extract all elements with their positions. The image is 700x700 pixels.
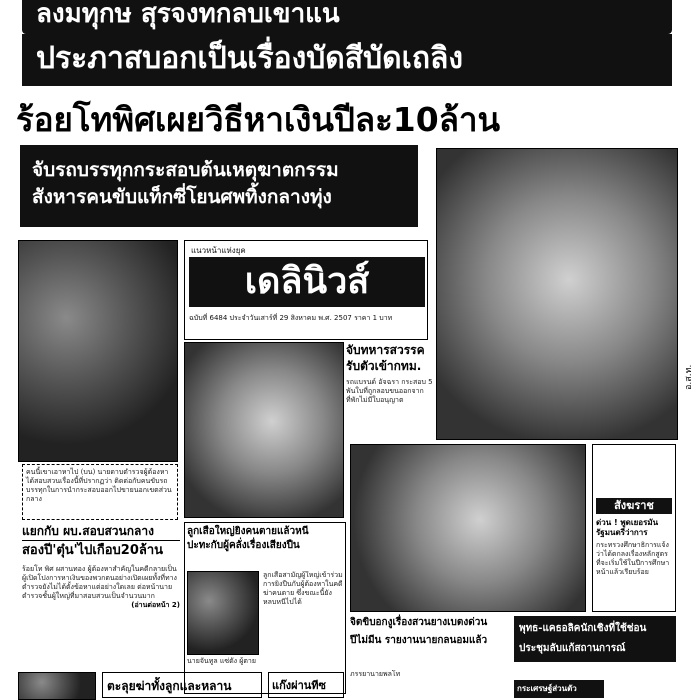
- headline-top-cut: ลงมทุกษ สุรจงทกลบเขาแน: [36, 0, 340, 29]
- masthead-tagline: แนวหน้าแห่งยุค: [191, 246, 246, 255]
- portrait-photo: [187, 571, 259, 655]
- story-bottom-right-headline-2: ประชุมลับแก้สถานการณ์: [519, 643, 626, 654]
- main-headline-text: ร้อยโทพิศเผยวิธีหาเงินปีละ10ล้าน: [16, 100, 501, 139]
- subhead-line2: สังหารคนขับแท็กซี่โยนศพทิ้งกลางทุ่ง: [32, 186, 332, 208]
- story-center-headline-1: ลูกเสือใหญ่ยิงคนตายแล้วหนี: [187, 526, 309, 537]
- portrait-caption: นายจันทูล แซ่ตั้ง ผู้ตาย: [187, 657, 256, 665]
- masthead: [184, 240, 428, 340]
- masthead-name: เดลินิวส์: [244, 261, 370, 302]
- story-right-box-body: กระทรวงศึกษาธิการแจ้งว่าได้ตกลงเรื่องหลักสูตรที่จะเริ่มใช้ในปีการศึกษาหน้าแล้วเรียบร้อย: [596, 541, 670, 576]
- story-left-body: ร้อยโท พิศ ผสานทอง ผู้ต้องหาสำคัญในคดีกลายเป็นผู้เปิดโปงการหาเงินของพวกตนอย่างเปิดเผยทั้งที่ทางตำรวจยังไม่ได้ตั้งข้อหาแต่อย่างใดเลย ต่อหน้านายตำรวจชั้นผู้ใหญ่ที่มาสอบสวนเป็นจำนวนมาก: [22, 565, 177, 600]
- story-mid-right-headline-1: จับทหารสวรรค: [346, 343, 425, 357]
- story-right-box: [592, 444, 676, 612]
- masthead-issue: ฉบับที่ 6484 ประจำวันเสาร์ที่ 29 สิงหาคม พ.ศ. 2507 ราคา 1 บาท: [189, 314, 393, 322]
- story-center: [184, 522, 346, 694]
- headline-line2-banner: [22, 34, 672, 86]
- story-mid-right-body: รถแบรนด์ อัจฉรา กระสอบ 5 พันใบที่ถูกลอบขนออกจากที่พักไม่มีใบอนุญาต: [346, 378, 433, 404]
- photo-caption-left: [22, 464, 178, 520]
- bottom-strip-right-1: ภรรยานายพลโท: [350, 670, 401, 678]
- bottom-strip-right-2: กระเศรษฐ์ส่วนตัว: [514, 680, 604, 698]
- story-right-box-title: ด่วน ! พูดเยอรมัน รัฐมนตรีว่าการ: [596, 518, 659, 537]
- story-bottom-right-headline-1: พุทธ-แคธอลิคนักเชิงที่ใช้ช่อน: [519, 623, 647, 634]
- side-stamp-text: อ.ส.ท.: [684, 364, 694, 390]
- story-lower-headline-2: ปีไม่มีน รายงานนายกลนอมแล้ว: [350, 635, 488, 646]
- story-center-headline-2: ปะทะกับผู้คลั่งเรื่องเสียงปืน: [187, 540, 300, 551]
- main-headline: [16, 96, 686, 144]
- subhead-banner: [20, 145, 418, 227]
- story-bottom-right: [514, 616, 676, 662]
- side-stamp: [682, 330, 698, 390]
- masthead-name-box: [189, 257, 425, 307]
- top-headline-banner: [22, 0, 672, 34]
- story-mid-right: [346, 342, 434, 442]
- meeting-photo: [350, 444, 586, 612]
- story-center-body: ลูกเสือสามัญผู้ใหญ่เข้าร่วมการยิงปืนกับผู้ต้องหาในคดีฆ่าคนตาย ซึ่งขณะนี้ยังหลบหนีไปได้: [263, 571, 343, 606]
- story-left-headline-1: แยกกับ ผบ.สอบสวนกลาง: [22, 522, 180, 541]
- headline-line2: ประภาสบอกเป็นเรื่องบัดสีบัดเถลิง: [36, 41, 464, 76]
- story-left-headline-2: สองปี'ตุ๋น'ไปเกือบ20ล้าน: [22, 543, 164, 558]
- story-left-continued: (อ่านต่อหน้า 2): [131, 601, 180, 609]
- bottom-strip-middle: แก๊งผ่านทีซ: [268, 672, 344, 698]
- bottom-left-photo: [18, 672, 96, 700]
- bottom-strip-left: ตะลุยฆ่าทั้งลูกและหลาน: [102, 672, 262, 698]
- story-right-box-label: สังฆราช: [596, 498, 672, 514]
- crowd-photo: [436, 148, 678, 440]
- story-lower-headline-1: จิตขิบอกงูเรื่องสวนยางเบตงด่วน: [350, 617, 488, 628]
- photo-caption-left-text: คนนี้เขาเอาหาไป (บน) นายดาบตำรวจผู้ต้องหา ได้สอบสวนเรื่องนี้ที่ปรากฏว่า ติดต่อกับคนขับรถบรรทุกในการนำกระสอบออกไปขายนอกเขตส่วนกลาง: [26, 468, 172, 503]
- story-mid-right-headline-2: รับตัวเข้ากทม.: [346, 359, 422, 373]
- subhead-line1: จับรถบรรทุกกระสอบต้นเหตุฆาตกรรม: [32, 159, 339, 181]
- story-left: [22, 522, 180, 668]
- family-photo: [184, 342, 344, 518]
- officer-photo: [18, 240, 178, 462]
- story-lower: [350, 614, 510, 664]
